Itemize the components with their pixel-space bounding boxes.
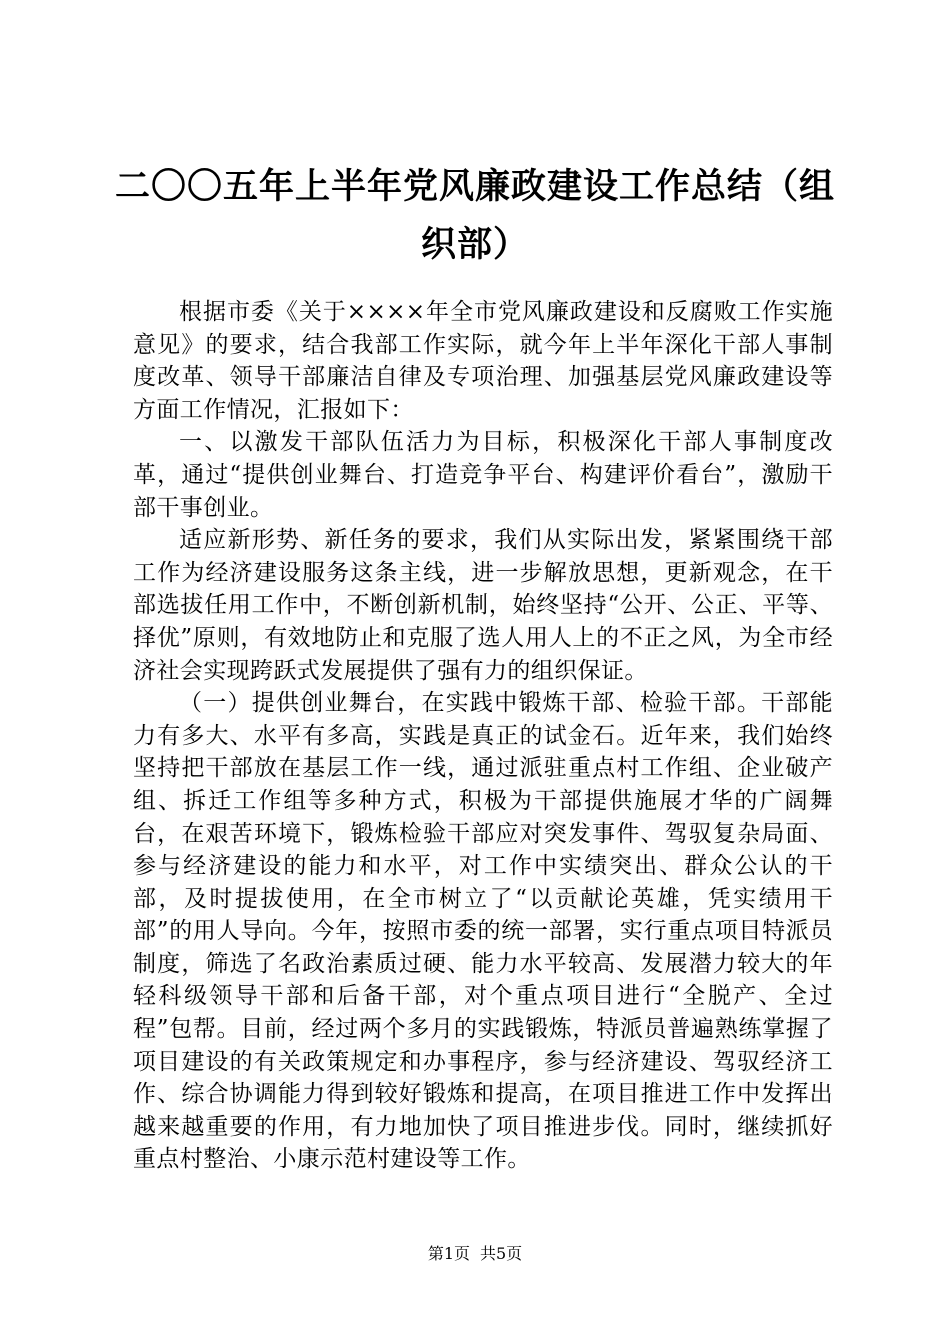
document-body bbox=[133, 296, 833, 1176]
paragraph-subsection-one: （一）提供创业舞台，在实践中锻炼干部、检验干部。干部能力有多大、水平有多高，实践是真正的试金石。近年来，我们始终坚持把干部放在基层工作一线，通过派驻重点村工作组、企业破产组、拆迁工作组等多种方式，积极为干部提供施展才华的广阔舞台，在艰苦环境下，锻炼检验干部应对突发事件、驾驭复杂局面、参与经济建设的能力和水平，对工作中实绩突出、群众公认的干部，及时提拔使用，在全市树立了“以贡献论英雄，凭实绩用干部”的用人导向。今年，按照市委的统一部署，实行重点项目特派员制度，筛选了名政治素质过硬、能力水平较高、发展潜力较大的年轻科级领导干部和后备干部，对个重点项目进行“全脱产、全过程”包帮。目前，经过两个多月的实践锻炼，特派员普遍熟练掌握了项目建设的有关政策规定和办事程序，参与经济建设、驾驭经济工作、综合协调能力得到较好锻炼和提高，在项目推进工作中发挥出越来越重要的作用，有力地加快了项目推进步伐。同时，继续抓好重点村整治、小康示范村建设等工作。 bbox=[133, 690, 833, 1173]
page-number: 第1页 bbox=[427, 1244, 470, 1263]
paragraph-context: 适应新形势、新任务的要求，我们从实际出发，紧紧围绕干部工作为经济建设服务这条主线，进一步解放思想，更新观念，在干部选拔任用工作中，不断创新机制，始终坚持“公开、公正、平等、择优”原则，有效地防止和克服了选人用人上的不正之风，为全市经济社会实现跨跃式发展提供了强有力的组织保证。 bbox=[133, 527, 833, 684]
paragraph-section-one-heading: 一、以激发干部队伍活力为目标，积极深化干部人事制度改革，通过“提供创业舞台、打造竞争平台、构建评价看台”，激励干部干事创业。 bbox=[133, 429, 833, 521]
page-footer bbox=[0, 1244, 950, 1264]
paragraph-intro: 根据市委《关于××××年全市党风廉政建设和反腐败工作实施意见》的要求，结合我部工作实际，就今年上半年深化干部人事制度改革、领导干部廉洁自律及专项治理、加强基层党风廉政建设等方面工作情况，汇报如下： bbox=[133, 299, 833, 423]
document-title: 二〇〇五年上半年党风廉政建设工作总结（组织部） bbox=[114, 166, 835, 265]
page-total: 共5页 bbox=[480, 1244, 523, 1263]
